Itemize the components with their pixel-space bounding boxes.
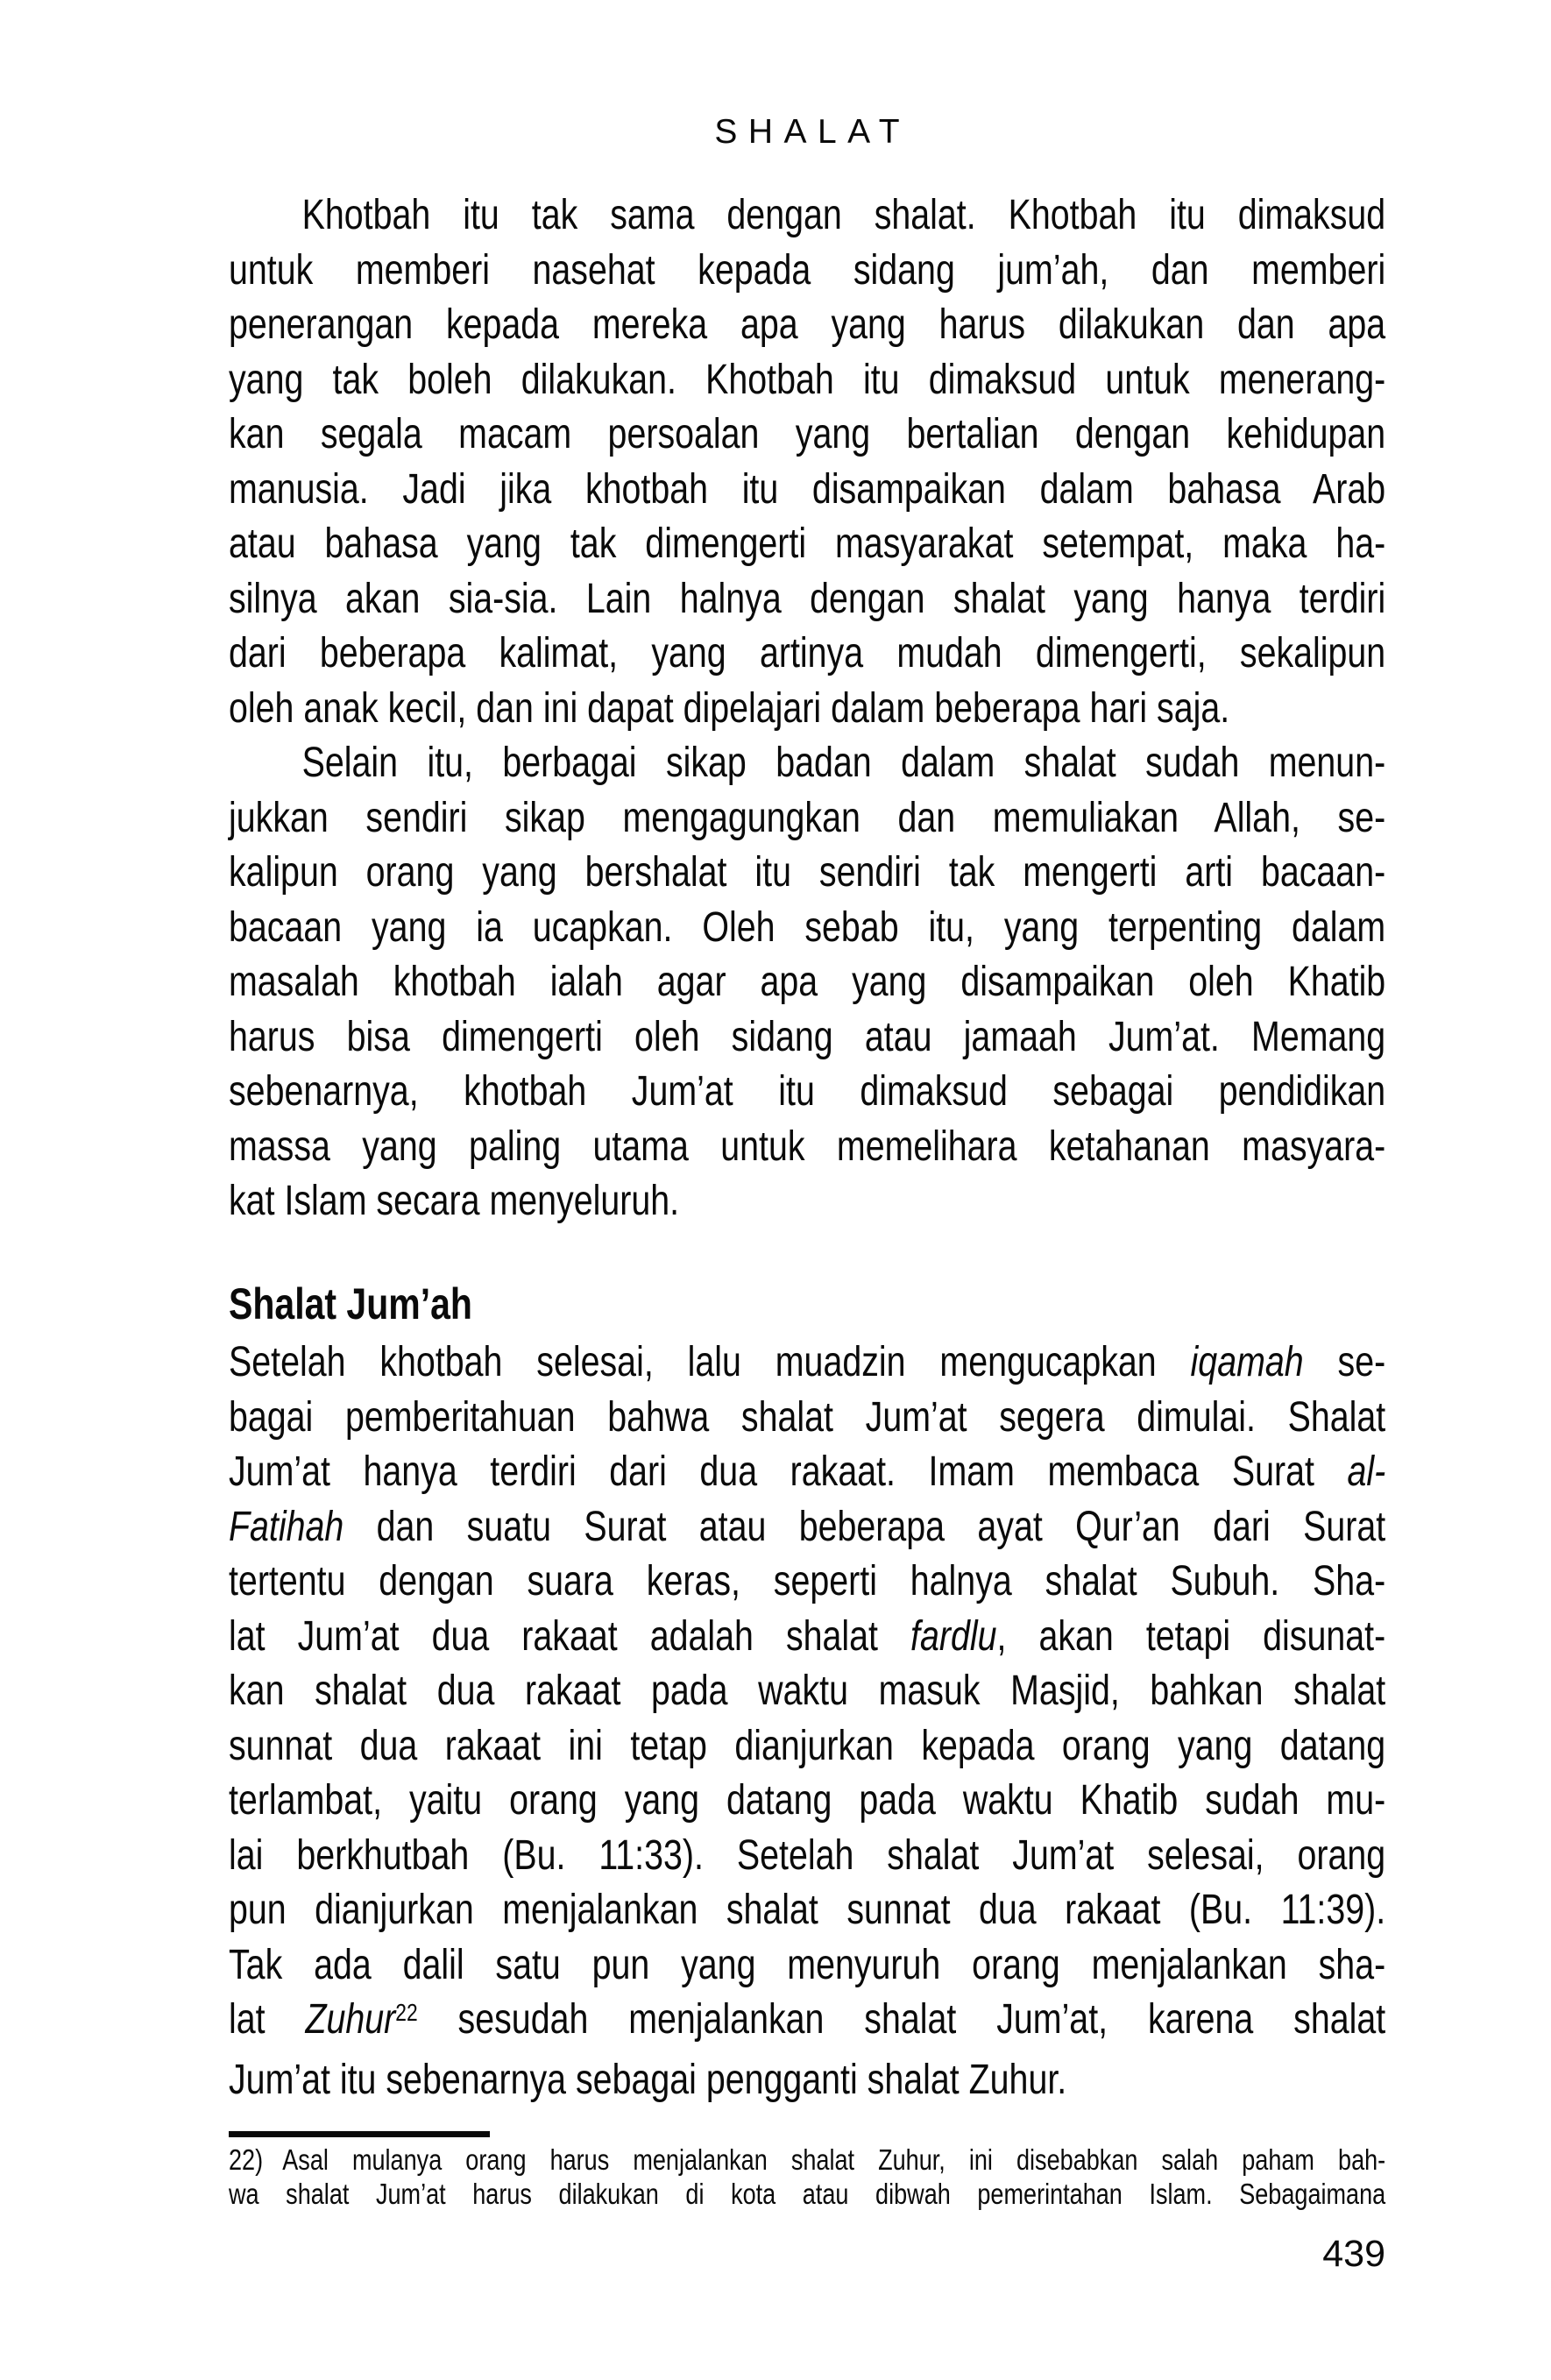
text-line <box>229 682 1385 737</box>
text-segment: pun dianjurkan menjalankan shalat sunnat dua rakaat (Bu. 11:39). <box>229 1887 1386 1933</box>
text-segment: terlambat, yaitu orang yang datang pada waktu Khatib sudah mu- <box>229 1777 1386 1824</box>
text-segment: oleh anak kecil, dan ini dapat dipelajari dalam beberapa hari saja. <box>229 684 1230 732</box>
text-segment: lat Jum’at dua rakaat adalah shalat <box>229 1612 911 1660</box>
text-segment: manusia. Jadi jika khotbah itu disampaikan dalam bahasa Arab <box>229 465 1386 513</box>
text-segment: dari beberapa kalimat, yang artinya mudah dimengerti, sekalipun <box>229 630 1386 676</box>
text-line <box>229 791 1385 846</box>
text-segment: dan suatu Surat atau beberapa ayat Qur’an dari Surat <box>343 1503 1386 1550</box>
text-segment: tertentu dengan suara keras, seperti halnya shalat Subuh. Sha- <box>229 1558 1386 1604</box>
text-line <box>229 1610 1385 1665</box>
text-line <box>229 846 1385 901</box>
text-line <box>229 517 1385 572</box>
text-segment: fardlu <box>910 1612 997 1660</box>
text-segment: sebenarnya, khotbah Jum’at itu dimaksud sebagai pendidikan <box>229 1068 1386 1115</box>
text-line <box>229 353 1385 408</box>
text-line <box>229 572 1385 627</box>
text-segment: lai berkhutbah (Bu. 11:33). Setelah shalat Jum’at selesai, orang <box>229 1831 1386 1879</box>
text-segment: kat Islam secara menyeluruh. <box>229 1178 680 1224</box>
text-line <box>229 407 1385 463</box>
text-segment: kalipun orang yang bershalat itu sendiri tak mengerti arti bacaan- <box>229 849 1386 896</box>
text-segment: wa shalat Jum’at harus dilakukan di kota atau dibwah pemerintahan Islam. Sebagaimana <box>229 2178 1386 2210</box>
text-line <box>229 1664 1385 1719</box>
text-segment: Setelah khotbah selesai, lalu muadzin mengucapkan <box>229 1339 1191 1385</box>
text-segment: Fatihah <box>229 1503 344 1550</box>
text-segment: iqamah <box>1190 1339 1304 1385</box>
text-segment: Selain itu, berbagai sikap badan dalam shalat sudah menun- <box>301 740 1386 786</box>
text-segment: atau bahasa yang tak dimengerti masyarakat setempat, maka ha- <box>229 521 1386 567</box>
text-segment: Tak ada dalil satu pun yang menyuruh orang menjalankan sha- <box>229 1941 1386 1988</box>
text-segment: Zuhur <box>305 1996 396 2043</box>
text-line <box>229 2053 1385 2108</box>
text-segment: bacaan yang ia ucapkan. Oleh sebab itu, yang terpenting dalam <box>229 903 1386 951</box>
text-segment: Jum’at itu sebenarnya sebagai pengganti shalat Zuhur. <box>229 2056 1067 2103</box>
text-line <box>229 736 1385 791</box>
text-segment: Asal mulanya orang harus menjalankan shalat Zuhur, ini disebabkan salah paham bah- <box>282 2143 1386 2176</box>
text-segment: yang tak boleh dilakukan. Khotbah itu dimaksud untuk menerang- <box>229 356 1386 403</box>
text-segment: massa yang paling utama untuk memelihara ketahanan masyara- <box>229 1123 1386 1170</box>
text-segment: masalah khotbah ialah agar apa yang disampaikan oleh Khatib <box>229 959 1386 1005</box>
text-line <box>229 1335 1385 1391</box>
text-line <box>229 1174 1385 1229</box>
text-segment: Khotbah itu tak sama dengan shalat. Khotbah itu dimaksud <box>301 192 1386 238</box>
text-segment: Jum’at hanya terdiri dari dua rakaat. Imam membaca Surat <box>229 1449 1348 1495</box>
text-segment: 22) <box>229 2143 264 2176</box>
footnote-block <box>229 2143 1385 2211</box>
text-line <box>229 1445 1385 1500</box>
text-line <box>229 298 1385 353</box>
text-segment: , akan tetapi disunat- <box>996 1612 1386 1660</box>
text-line <box>229 1391 1385 1446</box>
text-line <box>229 1829 1385 1884</box>
text-line <box>229 901 1385 956</box>
text-segment: se- <box>1303 1339 1386 1385</box>
text-line <box>229 1719 1385 1774</box>
text-line <box>229 2177 1385 2211</box>
text-segment: bagai pemberitahuan bahwa shalat Jum’at segera dimulai. Shalat <box>229 1393 1386 1441</box>
running-header: SHALAT <box>714 113 911 151</box>
text-line <box>229 188 1385 244</box>
text-line <box>229 1500 1385 1555</box>
text-segment: sesudah menjalankan shalat Jum’at, karena shalat <box>417 1996 1386 2043</box>
text-line <box>229 1010 1385 1066</box>
text-segment: harus bisa dimengerti oleh sidang atau jamaah Jum’at. Memang <box>229 1013 1386 1060</box>
text-line <box>229 1883 1385 1938</box>
text-line <box>229 463 1385 518</box>
text-line <box>229 1065 1385 1120</box>
text-line <box>229 1120 1385 1175</box>
page-number: 439 <box>1322 2233 1385 2275</box>
text-line <box>229 1938 1385 1994</box>
text-segment: untuk memberi nasehat kepada sidang jum’ah, dan memberi <box>229 246 1386 294</box>
text-segment: kan segala macam persoalan yang bertalian dengan kehidupan <box>229 411 1386 457</box>
text-segment: al- <box>1347 1449 1386 1495</box>
text-segment: sunnat dua rakaat ini tetap dianjurkan kepada orang yang datang <box>229 1722 1386 1769</box>
paragraph-block-khotbah <box>229 188 1385 1229</box>
text-segment: kan shalat dua rakaat pada waktu masuk Masjid, bahkan shalat <box>229 1668 1386 1714</box>
section-heading: Shalat Jum’ah <box>229 1279 472 1328</box>
text-segment: penerangan kepada mereka apa yang harus dilakukan dan apa <box>229 301 1386 348</box>
text-line <box>229 627 1385 682</box>
paragraph-block-shalat-jumah <box>229 1335 1385 2107</box>
text-segment: silnya akan sia-sia. Lain halnya dengan shalat yang hanya terdiri <box>229 575 1386 622</box>
text-segment: jukkan sendiri sikap mengagungkan dan memuliakan Allah, se- <box>229 794 1386 841</box>
text-line <box>229 2143 1385 2177</box>
text-line <box>229 244 1385 299</box>
text-line <box>229 1774 1385 1829</box>
text-line <box>229 1555 1385 1610</box>
text-segment: lat <box>229 1996 306 2043</box>
text-line <box>229 955 1385 1010</box>
text-line <box>229 1993 1385 2053</box>
footnote-divider <box>229 2131 490 2137</box>
footnote-reference: 22 <box>395 1998 418 2026</box>
